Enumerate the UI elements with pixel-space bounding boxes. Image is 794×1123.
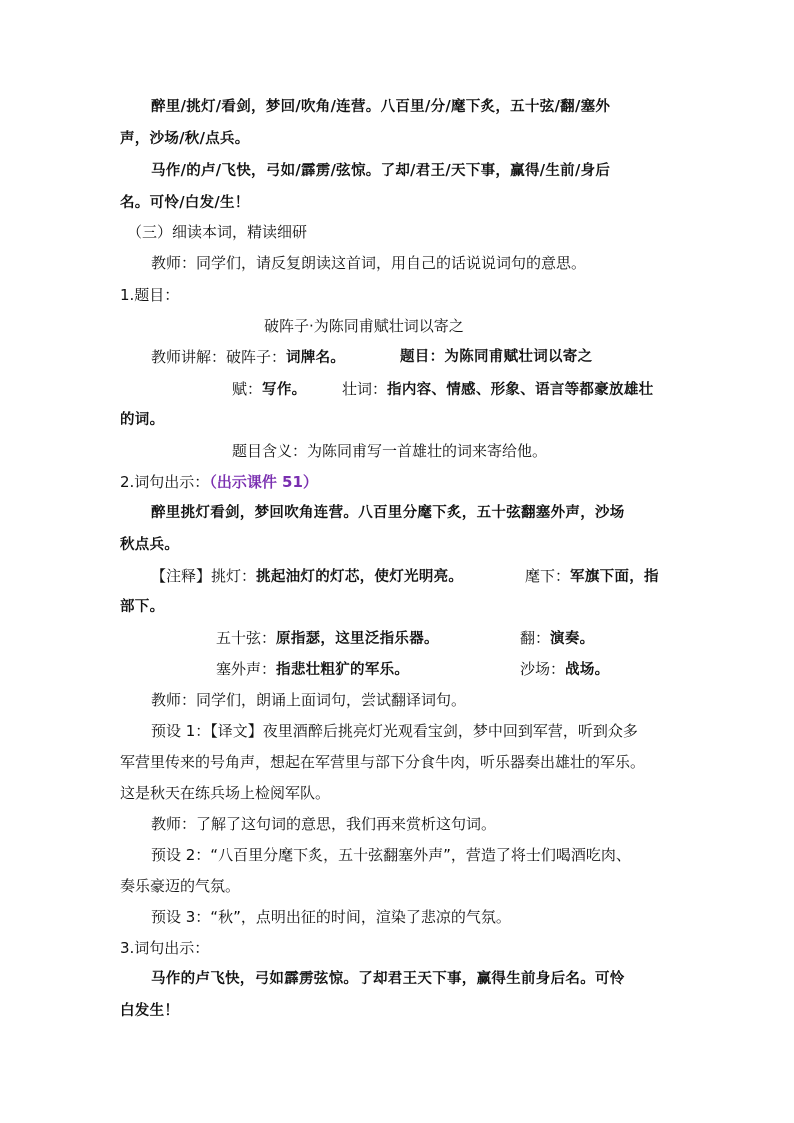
explain-text-1: 词牌名。 [286, 349, 346, 366]
teacher-prompt: 教师：同学们，请反复朗读这首词，用自己的话说说词句的意思。 [151, 254, 587, 272]
note-wushixian-label: 五十弦： [216, 629, 277, 647]
preset-3: 预设 3：“秋”，点明出征的时间，渲染了悲凉的气氛。 [151, 908, 511, 926]
note-tiaodeng [151, 566, 463, 587]
reading-line-2: 声，沙场/秋/点兵。 [120, 130, 250, 147]
zhuangci-cont: 的词。 [120, 411, 165, 428]
preset-2-line-1: 预设 2：“八百里分麾下炙，五十弦翻塞外声”，营造了将士们喝酒吃肉、 [151, 846, 631, 864]
item-1-label: 1.题目： [120, 286, 180, 304]
note-tiaodeng-text: 挑起油灯的灯芯，使灯光明亮。 [256, 568, 464, 585]
note-shachang [520, 659, 609, 680]
note-fan [520, 628, 594, 649]
note-wushixian-text: 原指瑟，这里泛指乐器。 [276, 630, 439, 647]
fu-line [232, 379, 306, 400]
verse-3-line-2: 白发生！ [120, 1002, 180, 1019]
zhuangci-label: 壮词： [342, 380, 388, 398]
note-huixia-cont: 部下。 [120, 598, 165, 615]
preset-1-line-2: 军营里传来的号角声，想起在军营里与部下分食牛肉，听乐器奏出雄壮的军乐。 [120, 753, 646, 771]
title-meaning: 题目含义：为陈同甫写一首雄壮的词来寄给他。 [232, 442, 548, 460]
preset-2-line-2: 奏乐豪迈的气氛。 [120, 877, 241, 895]
fu-label: 赋： [232, 380, 263, 398]
note-label: 【注释】挑灯： [151, 567, 257, 585]
verse-2-line-2: 秋点兵。 [120, 536, 180, 553]
note-shachang-text: 战场。 [565, 661, 610, 678]
note-saiwai-text: 指悲壮粗犷的军乐。 [276, 661, 410, 678]
item-3-label: 3.词句出示： [120, 939, 210, 957]
item-2-line [120, 472, 318, 492]
explain-label: 教师讲解：破阵子： [151, 348, 287, 366]
poem-title: 破阵子·为陈同甫赋壮词以寄之 [264, 317, 464, 335]
note-fan-text: 演奏。 [550, 630, 595, 647]
reading-line-1: 醉里/挑灯/看剑，梦回/吹角/连营。八百里/分/麾下炙，五十弦/翻/塞外 [151, 98, 611, 115]
note-fan-label: 翻： [520, 629, 551, 647]
zhuangci-line [342, 379, 653, 400]
teacher-line-3: 教师：了解了这句词的意思，我们再来赏析这句词。 [151, 815, 497, 833]
note-huixia-text: 军旗下面，指 [570, 568, 659, 585]
note-saiwai-label: 塞外声： [216, 660, 277, 678]
zhuangci-text: 指内容、情感、形象、语言等都豪放雄壮 [387, 381, 654, 398]
verse-3-line-1: 马作的卢飞快，弓如霹雳弦惊。了却君王天下事，赢得生前身后名。可怜 [151, 970, 625, 987]
item-2-label: 2.词句出示： [120, 473, 210, 491]
preset-1-line-1: 预设 1：【译文】夜里酒醉后挑亮灯光观看宝剑，梦中回到军营，听到众多 [151, 722, 638, 740]
courseware-note: （出示课件 51） [209, 473, 318, 491]
reading-line-3: 马作/的卢/飞快，弓如/霹雳/弦惊。了却/君王/天下事，赢得/生前/身后 [151, 162, 611, 179]
explain-text-2: 题目：为陈同甫赋壮词以寄之 [400, 348, 593, 365]
note-huixia-label: 麾下： [525, 567, 571, 585]
note-saiwai [216, 659, 409, 680]
reading-line-4: 名。可怜/白发/生！ [120, 194, 250, 211]
fu-text: 写作。 [262, 381, 307, 398]
verse-2-line-1: 醉里挑灯看剑，梦回吹角连营。八百里分麾下炙，五十弦翻塞外声，沙场 [151, 504, 625, 521]
note-huixia [525, 566, 659, 587]
note-shachang-label: 沙场： [520, 660, 566, 678]
teacher-line-2: 教师：同学们，朗诵上面词句，尝试翻译词句。 [151, 691, 467, 709]
preset-1-line-3: 这是秋天在练兵场上检阅军队。 [120, 784, 331, 802]
note-wushixian [216, 628, 439, 649]
section-heading: （三）细读本词，精读细研 [127, 223, 308, 241]
explain-line [151, 347, 345, 368]
